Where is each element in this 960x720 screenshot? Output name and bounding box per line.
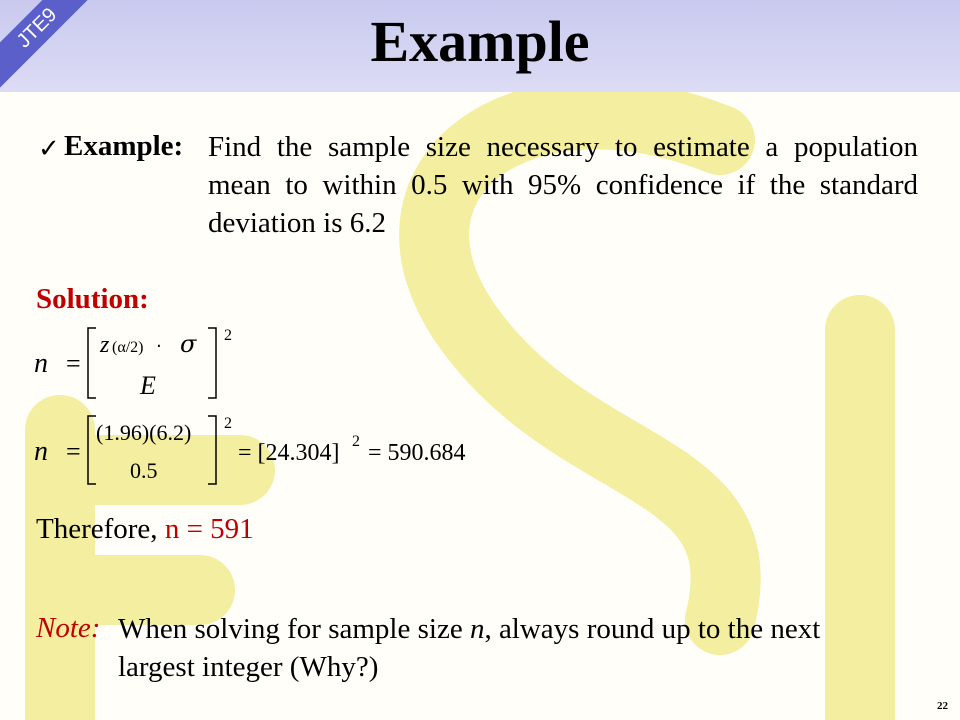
- right-bracket: [208, 328, 216, 398]
- formula1-lhs: n: [34, 348, 48, 379]
- formula2-lhs: n: [34, 436, 48, 467]
- note-text: [118, 610, 878, 686]
- left-bracket: [88, 328, 96, 398]
- formula-computed: [30, 408, 530, 498]
- therefore-line: [36, 513, 254, 546]
- example-text: Find the sample size necessary to estimate a population mean to within 0.5 with 95% confidence if the standard deviation is 6.2: [208, 131, 918, 239]
- formula1-subscript: (α/2): [112, 339, 144, 356]
- formula2-exponent: 2: [224, 415, 232, 432]
- formula1-z: z: [100, 332, 110, 358]
- multiply-box-icon: ⋅: [156, 336, 162, 357]
- checkmark-icon: ✓: [38, 134, 60, 164]
- formula-general: [30, 318, 280, 408]
- page-number: 22: [937, 700, 948, 712]
- left-bracket: [88, 416, 96, 484]
- formula2-result-part2: = 590.684: [368, 440, 466, 466]
- note-label: Note:: [36, 612, 101, 644]
- slide-tag: JTE9: [12, 3, 61, 52]
- formula2-result-exp: 2: [352, 433, 360, 450]
- note-text-after: , always round up to the next largest integer (Why?): [118, 613, 821, 683]
- formula2-result-part1: = [24.304]: [238, 440, 340, 466]
- formula2-equals: =: [66, 437, 81, 466]
- note-variable: n: [469, 613, 485, 645]
- formula1-equals: =: [66, 349, 81, 378]
- therefore-result: n = 591: [164, 513, 254, 545]
- formula1-sigma: σ: [180, 330, 197, 358]
- formula2-denominator: 0.5: [130, 458, 158, 483]
- example-label: Example:: [64, 130, 184, 162]
- note-text-before: When solving for sample size: [118, 613, 470, 645]
- slide-title: Example: [370, 9, 590, 74]
- solution-label: Solution:: [36, 283, 149, 315]
- formula1-exponent: 2: [224, 327, 232, 344]
- therefore-prefix: Therefore,: [36, 513, 158, 545]
- formula2-numerator: (1.96)(6.2): [96, 420, 192, 445]
- formula1-denominator: E: [140, 371, 156, 400]
- right-bracket: [208, 416, 216, 484]
